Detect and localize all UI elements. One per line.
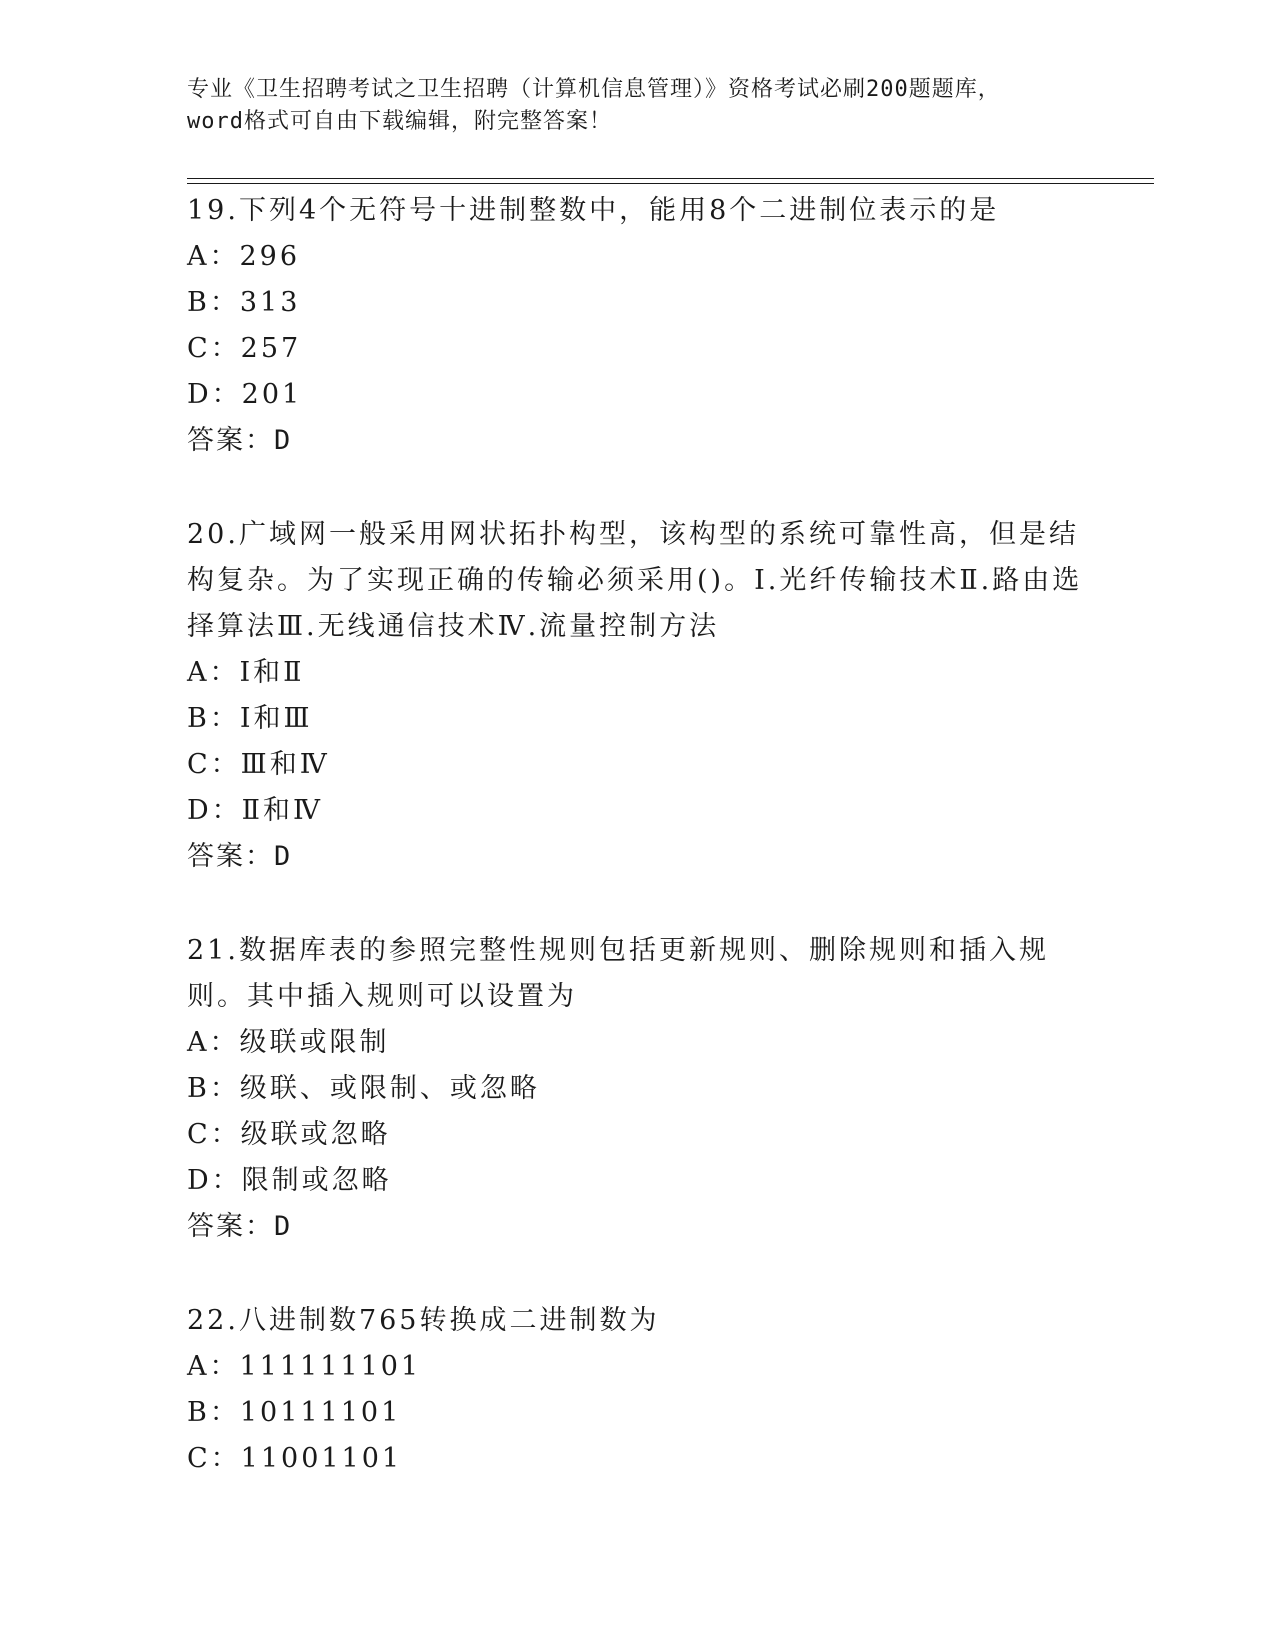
option-b: B：10111101 [187,1397,402,1428]
question-22 [187,1298,1087,1482]
option-a: A：111111101 [187,1351,422,1382]
answer-line: 答案：D [187,425,293,456]
question-stem: 20.广域网一般采用网状拓扑构型，该构型的系统可靠性高，但是结构复杂。为了实现正确的传输必须采用()。Ⅰ.光纤传输技术Ⅱ.路由选择算法Ⅲ.无线通信技术Ⅳ.流量控制方法 [187,519,1083,642]
option-a: A：Ⅰ和Ⅱ [187,657,305,688]
answer-line: 答案：D [187,1211,293,1242]
option-d: D：Ⅱ和Ⅳ [187,795,323,826]
header-divider-top [187,178,1154,179]
option-b: B：313 [187,287,301,318]
option-c: C：Ⅲ和Ⅳ [187,749,330,780]
answer-line: 答案：D [187,841,293,872]
option-c: C：11001101 [187,1443,403,1474]
question-21 [187,928,1087,1250]
option-d: D：限制或忽略 [187,1165,392,1196]
option-a: A：级联或限制 [187,1027,390,1058]
question-stem: 19.下列4个无符号十进制整数中，能用8个二进制位表示的是 [187,195,1000,226]
header-line-2: word格式可自由下载编辑，附完整答案！ [187,109,612,134]
option-c: C：级联或忽略 [187,1119,391,1150]
option-c: C：257 [187,333,302,364]
header-divider-bottom [187,183,1154,184]
question-list [187,188,1087,1530]
option-b: B：级联、或限制、或忽略 [187,1073,540,1104]
question-19 [187,188,1087,464]
option-d: D：201 [187,379,303,410]
option-b: B：Ⅰ和Ⅲ [187,703,313,734]
question-stem: 21.数据库表的参照完整性规则包括更新规则、删除规则和插入规则。其中插入规则可以设置为 [187,935,1049,1012]
document-header [187,74,1087,138]
header-line-1: 专业《卫生招聘考试之卫生招聘（计算机信息管理）》资格考试必刷200题题库， [187,77,1001,102]
question-20 [187,512,1087,880]
question-stem: 22.八进制数765转换成二进制数为 [187,1305,660,1336]
option-a: A：296 [187,241,301,272]
